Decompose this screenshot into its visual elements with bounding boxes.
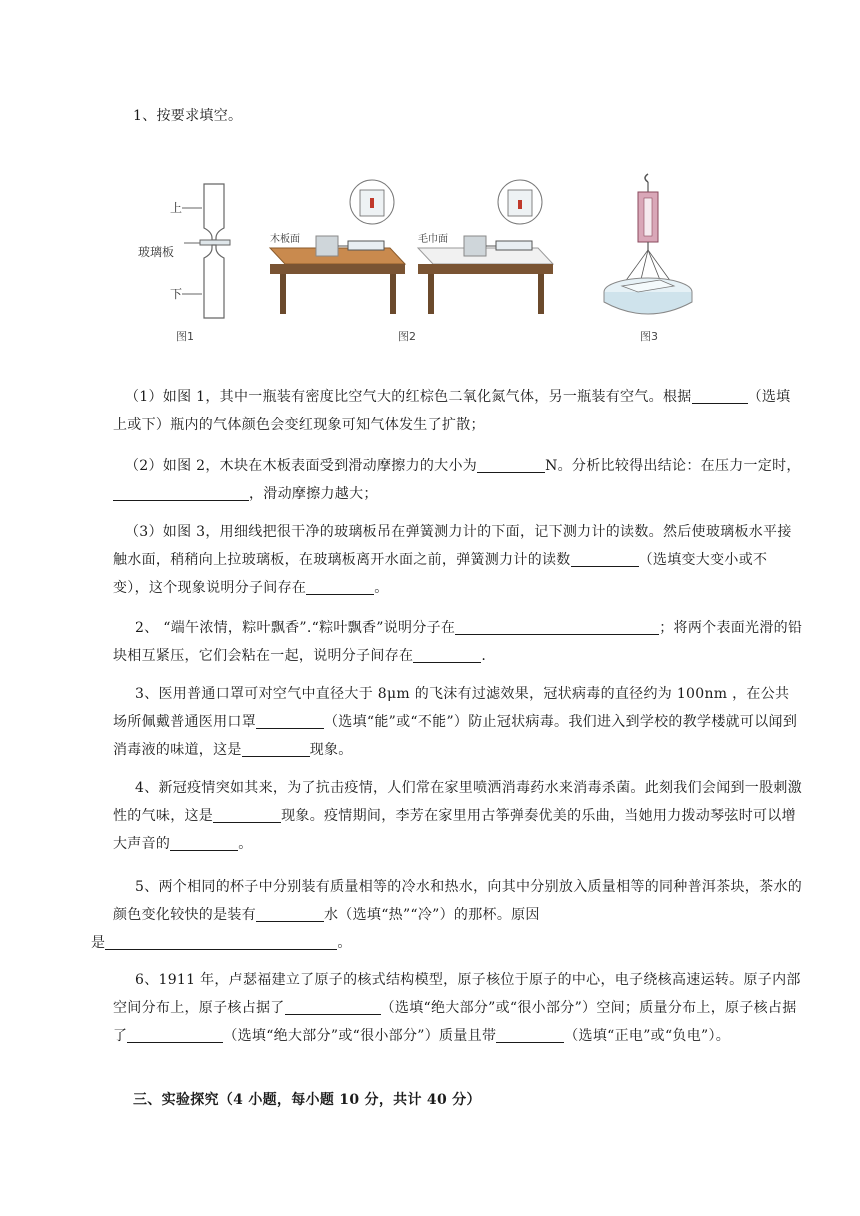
answer-blank[interactable]: [242, 740, 310, 757]
question-1-title: 1、按要求填空。: [133, 108, 243, 124]
fig3-caption: 图3: [640, 330, 658, 343]
section-3-heading: 三、实验探究（4 小题，每小题 10 分，共计 40 分）: [133, 1092, 481, 1108]
answer-blank[interactable]: [113, 484, 249, 501]
answer-blank[interactable]: [496, 1026, 564, 1043]
fig1-label-bottom: 下: [170, 287, 183, 301]
answer-blank[interactable]: [285, 998, 381, 1015]
figure-3-spring-scale: [604, 174, 692, 343]
answer-blank[interactable]: [105, 933, 337, 950]
question-2: 2、 “端午浓情，粽叶飘香”.“粽叶飘香”说明分子在 ；将两个表面光滑的铅块相互紧压，它们会粘在一起，说明分子间存在 .: [113, 620, 803, 664]
answer-blank[interactable]: [213, 806, 281, 823]
fig1-label-top: 上: [170, 201, 183, 215]
fig1-label-glass: 玻璃板: [138, 245, 175, 259]
answer-blank[interactable]: [413, 646, 481, 663]
question-5: 5、两个相同的杯子中分别装有质量相等的冷水和热水，向其中分别放入质量相等的同种普洱茶块，茶水的颜色变化较快的是装有 水（选填“热”“冷”）的那杯。原因 是 。: [91, 879, 803, 951]
answer-blank[interactable]: [256, 905, 324, 922]
figures-panel: [138, 168, 720, 348]
fig1-caption: 图1: [176, 330, 194, 343]
question-1-part-3: （3）如图 3，用细线把很干净的玻璃板吊在弹簧测力计的下面，记下测力计的读数。然后使玻璃板水平接触水面，稍稍向上拉玻璃板，在玻璃板离开水面之前，弹簧测力计的读数 （选填变大变小或不变），这个现象说明分子间存在 。: [113, 524, 792, 596]
answer-blank[interactable]: [692, 387, 748, 404]
question-6: 6、1911 年，卢瑟福建立了原子的核式结构模型，原子核位于原子的中心，电子绕核高速运转。原子内部空间分布上，原子核占据了 （选填“绝大部分”或“很小部分”）空间；质量分布上，原子核占据了 （选填“绝大部分”或“很小部分”）质量且带 （选填“正电”或“负电”）。: [113, 972, 801, 1044]
answer-blank[interactable]: [477, 456, 545, 473]
answer-blank[interactable]: [170, 834, 238, 851]
answer-blank[interactable]: [256, 712, 324, 729]
fig2-label-wood: 木板面: [270, 234, 300, 245]
fig2-label-towel: 毛巾面: [418, 234, 448, 245]
answer-blank[interactable]: [455, 618, 659, 635]
figure-1-bottles: [138, 184, 230, 343]
figure-2-friction: [270, 180, 553, 343]
answer-blank[interactable]: [127, 1026, 223, 1043]
question-1-part-2: （2）如图 2，木块在木板表面受到滑动摩擦力的大小为 N。分析比较得出结论：在压力一定时，，滑动摩擦力越大；: [113, 452, 803, 508]
question-1-part-1: （1）如图 1，其中一瓶装有密度比空气大的红棕色二氧化氮气体，另一瓶装有空气。根据 （选填上或下）瓶内的气体颜色会变红现象可知气体发生了扩散；: [113, 389, 791, 433]
answer-blank[interactable]: [571, 550, 639, 567]
answer-blank[interactable]: [306, 578, 374, 595]
question-3: 3、医用普通口罩可对空气中直径大于 8μm 的飞沫有过滤效果，冠状病毒的直径约为 100nm ，在公共场所佩戴普通医用口罩 （选填“能”或“不能”）防止冠状病毒。我们进入到学校的教学楼就可以闻到消毒液的味道，这是 现象。: [113, 686, 798, 758]
question-4: 4、新冠疫情突如其来，为了抗击疫情，人们常在家里喷洒消毒药水来消毒杀菌。此刻我们会闻到一股刺激性的气味，这是 现象。疫情期间，李芳在家里用古筝弹奏优美的乐曲，当她用力拨动琴弦时可以增大声音的 。: [113, 780, 803, 852]
fig2-caption: 图2: [398, 330, 416, 343]
